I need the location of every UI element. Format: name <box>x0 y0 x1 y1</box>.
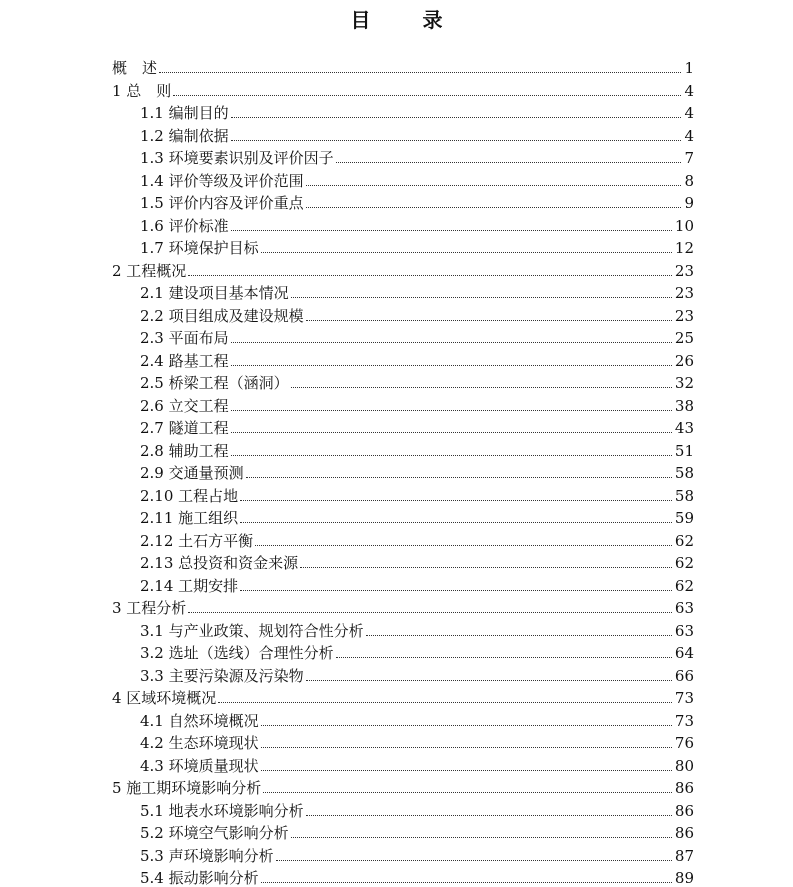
toc-entry[interactable] <box>112 775 694 797</box>
toc-entry[interactable] <box>112 258 694 280</box>
toc-entry-page: 43 <box>674 419 694 437</box>
toc-entry-label: 2.7 隧道工程 <box>140 419 229 437</box>
toc-dot-leader <box>231 365 672 366</box>
toc-entry-page: 51 <box>674 441 694 460</box>
toc-entry[interactable] <box>140 460 694 482</box>
toc-entry[interactable] <box>140 843 694 865</box>
toc-entry-label: 1.4 评价等级及评价范围 <box>140 171 304 190</box>
toc-dot-leader <box>231 117 682 118</box>
toc-entry-page: 66 <box>674 666 694 685</box>
toc-entry-label: 2.12 土石方平衡 <box>140 531 254 550</box>
toc-entry-page: 86 <box>674 824 694 842</box>
toc-entry-label: 2.10 工程占地 <box>140 486 239 505</box>
toc-entry[interactable] <box>140 663 694 685</box>
toc-entry-label: 3.2 选址（选线）合理性分析 <box>140 644 334 662</box>
toc-dot-leader <box>366 635 672 636</box>
toc-dot-leader <box>300 567 672 568</box>
toc-entry-label: 2.3 平面布局 <box>140 329 229 347</box>
toc-dot-leader <box>231 342 672 343</box>
toc-dot-leader <box>231 140 682 141</box>
toc-entry-page: 1 <box>684 59 694 77</box>
toc-dot-leader <box>261 725 672 726</box>
toc-entry[interactable] <box>140 820 694 842</box>
toc-entry-page: 8 <box>684 171 694 190</box>
toc-entry-page: 58 <box>674 464 694 482</box>
toc-entry[interactable] <box>140 123 694 145</box>
toc-entry[interactable] <box>140 528 694 550</box>
toc-dot-leader <box>231 455 672 456</box>
toc-entry-page: 73 <box>674 689 694 707</box>
toc-entry-page: 23 <box>674 306 694 325</box>
toc-entry-page: 63 <box>674 621 694 640</box>
toc-entry-page: 89 <box>674 869 694 887</box>
toc-dot-leader <box>173 95 681 96</box>
toc-entry-label: 2.1 建设项目基本情况 <box>140 284 289 302</box>
toc-dot-leader <box>261 747 672 748</box>
toc-dot-leader <box>291 837 672 838</box>
toc-entry-page: 62 <box>674 554 694 572</box>
toc-entry-page: 7 <box>684 149 694 167</box>
toc-entry[interactable] <box>140 100 694 122</box>
toc-entry-page: 64 <box>674 644 694 662</box>
toc-entry[interactable] <box>140 505 694 527</box>
toc-entry-page: 62 <box>674 531 694 550</box>
toc-entry-page: 76 <box>674 734 694 752</box>
toc-dot-leader <box>276 860 672 861</box>
toc-entry-page: 73 <box>674 711 694 730</box>
toc-entry-label: 1.3 环境要素识别及评价因子 <box>140 149 334 167</box>
toc-entry-label: 5.1 地表水环境影响分析 <box>140 801 304 820</box>
toc-dot-leader <box>255 545 672 546</box>
toc-entry-label: 2.9 交通量预测 <box>140 464 244 482</box>
toc-entry[interactable] <box>140 438 694 460</box>
toc-dot-leader <box>240 590 672 591</box>
toc-entry[interactable] <box>140 348 694 370</box>
toc-dot-leader <box>159 72 681 73</box>
toc-entry[interactable] <box>112 78 694 100</box>
toc-entry-page: 12 <box>674 239 694 257</box>
toc-dot-leader <box>240 522 672 523</box>
toc-dot-leader <box>306 815 672 816</box>
page-title: 目 录 <box>350 8 459 32</box>
toc-dot-leader <box>261 882 672 883</box>
toc-entry-label: 2.4 路基工程 <box>140 351 229 370</box>
toc-entry-label: 3 工程分析 <box>112 599 187 617</box>
toc-entry[interactable] <box>140 483 694 505</box>
toc-entry-label: 概 述 <box>112 59 158 77</box>
toc-entry-page: 86 <box>674 779 694 797</box>
toc-entry-label: 4.3 环境质量现状 <box>140 756 259 775</box>
toc-entry-label: 2.2 项目组成及建设规模 <box>140 306 304 325</box>
toc-entry-page: 23 <box>674 284 694 302</box>
toc-entry-label: 2.11 施工组织 <box>140 509 239 527</box>
toc-entry[interactable] <box>112 685 694 707</box>
toc-dot-leader <box>336 657 672 658</box>
toc-entry-label: 5.3 声环境影响分析 <box>140 846 274 865</box>
toc-dot-leader <box>218 702 672 703</box>
toc-dot-leader <box>291 387 672 388</box>
toc-entry-label: 3.3 主要污染源及污染物 <box>140 666 304 685</box>
toc-entry-label: 5.2 环境空气影响分析 <box>140 824 289 842</box>
toc-dot-leader <box>261 770 672 771</box>
toc-entry[interactable] <box>140 303 694 325</box>
toc-entry-label: 1.5 评价内容及评价重点 <box>140 194 304 212</box>
toc-entry-label: 1.1 编制目的 <box>140 104 229 122</box>
toc-entry-label: 4.1 自然环境概况 <box>140 711 259 730</box>
toc-entry-label: 1.6 评价标准 <box>140 216 229 235</box>
toc-entry-page: 10 <box>674 216 694 235</box>
toc-entry-label: 2.13 总投资和资金来源 <box>140 554 299 572</box>
toc-entry-label: 2 工程概况 <box>112 261 187 280</box>
toc-entry[interactable] <box>140 370 694 392</box>
toc-entry-page: 87 <box>674 846 694 865</box>
toc-entry-label: 2.6 立交工程 <box>140 396 229 415</box>
toc-entry[interactable] <box>140 168 694 190</box>
toc-dot-leader <box>231 432 672 433</box>
toc-entry[interactable] <box>140 573 694 595</box>
toc-entry[interactable] <box>140 325 694 347</box>
toc-dot-leader <box>231 410 672 411</box>
toc-dot-leader <box>261 252 672 253</box>
toc-dot-leader <box>291 297 672 298</box>
toc-entry[interactable] <box>140 708 694 730</box>
toc-dot-leader <box>231 230 672 231</box>
toc-entry-label: 1.7 环境保护目标 <box>140 239 259 257</box>
toc-entry-page: 62 <box>674 576 694 595</box>
toc-dot-leader <box>306 320 672 321</box>
toc-entry[interactable] <box>140 550 694 572</box>
toc-entry-page: 4 <box>684 81 694 100</box>
toc-entry-page: 86 <box>674 801 694 820</box>
toc-dot-leader <box>240 500 672 501</box>
toc-dot-leader <box>306 185 682 186</box>
toc-entry[interactable] <box>140 190 694 212</box>
toc-entry-label: 1 总 则 <box>112 81 172 100</box>
toc-entry[interactable] <box>140 753 694 775</box>
toc-entry-label: 1.2 编制依据 <box>140 126 229 145</box>
toc-entry[interactable] <box>140 865 694 887</box>
toc-dot-leader <box>263 792 672 793</box>
toc-entry-label: 3.1 与产业政策、规划符合性分析 <box>140 621 364 640</box>
toc-entry-label: 5.4 振动影响分析 <box>140 869 259 887</box>
toc-entry-label: 2.5 桥梁工程（涵洞） <box>140 374 289 392</box>
toc-entry-page: 9 <box>684 194 694 212</box>
toc-entry[interactable] <box>140 145 694 167</box>
toc-entry[interactable] <box>140 618 694 640</box>
toc-entry-label: 5 施工期环境影响分析 <box>112 779 262 797</box>
toc-dot-leader <box>306 207 682 208</box>
toc-entry-page: 58 <box>674 486 694 505</box>
toc-entry-page: 59 <box>674 509 694 527</box>
toc-entry-page: 80 <box>674 756 694 775</box>
toc-entry-label: 4 区域环境概况 <box>112 689 217 707</box>
toc-entry-page: 23 <box>674 261 694 280</box>
toc-entry-page: 38 <box>674 396 694 415</box>
toc-dot-leader <box>188 275 672 276</box>
toc-entry[interactable] <box>140 235 694 257</box>
toc-dot-leader <box>188 612 672 613</box>
toc-entry-page: 32 <box>674 374 694 392</box>
toc-entry-label: 4.2 生态环境现状 <box>140 734 259 752</box>
toc-entry[interactable] <box>140 640 694 662</box>
toc-entry[interactable] <box>140 415 694 437</box>
toc-entry-page: 63 <box>674 599 694 617</box>
toc-entry-page: 4 <box>684 126 694 145</box>
toc-entry[interactable] <box>112 55 694 77</box>
toc-entry[interactable] <box>140 280 694 302</box>
toc-entry[interactable] <box>140 730 694 752</box>
toc-entry-page: 25 <box>674 329 694 347</box>
toc-dot-leader <box>306 680 672 681</box>
toc-entry[interactable] <box>140 798 694 820</box>
toc-dot-leader <box>336 162 682 163</box>
toc-entry[interactable] <box>140 393 694 415</box>
toc-entry-label: 2.14 工期安排 <box>140 576 239 595</box>
toc-entry-label: 2.8 辅助工程 <box>140 441 229 460</box>
toc-entry[interactable] <box>140 213 694 235</box>
toc-dot-leader <box>246 477 672 478</box>
toc-entry-page: 26 <box>674 351 694 370</box>
toc-entry[interactable] <box>112 595 694 617</box>
toc-entry-page: 4 <box>684 104 694 122</box>
